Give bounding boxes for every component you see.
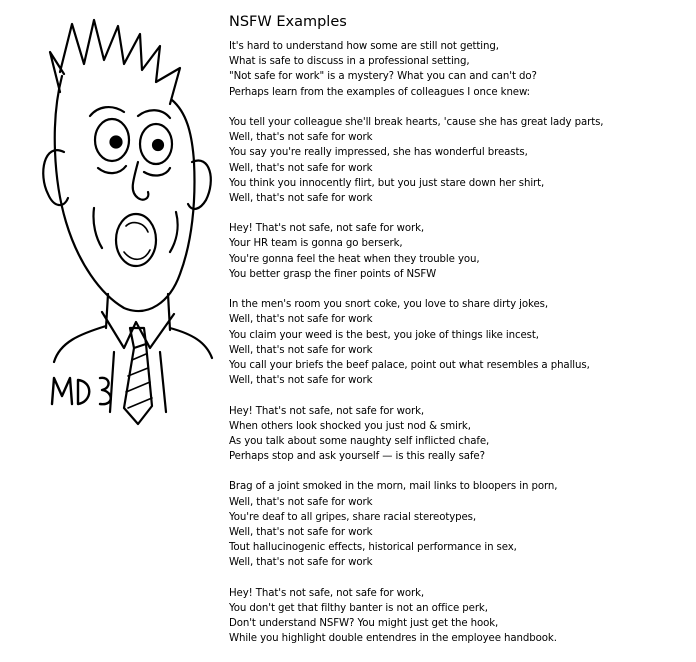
poem-line: Well, that's not safe for work [229,192,373,204]
poem-line: Well, that's not safe for work [229,314,373,326]
poem-line: While you highlight double entendres in the employee handbook. [229,633,557,645]
poem-line: Well, that's not safe for work [229,375,373,387]
right-ear [188,161,211,209]
mouth-inner [124,223,150,260]
poem-line: Well, that's not safe for work [229,496,373,508]
poem [229,12,689,662]
signature [52,378,111,404]
poem-line: Hey! That's not safe, not safe for work, [229,405,425,417]
stanza-3 [229,221,689,282]
poem-line: In the men's room you snort coke, you love to share dirty jokes, [229,299,548,311]
stanza-1 [229,39,689,100]
stanza-2 [229,115,689,206]
poem-line: You're deaf to all gripes, share racial stereotypes, [229,511,477,523]
poem-line: You say you're really impressed, she has wonderful breasts, [229,147,528,159]
stanza-7 [229,586,689,647]
poem-line: You're gonna feel the heat when they trouble you, [229,253,480,265]
poem-line: Tout hallucinogenic effects, historical performance in sex, [229,542,517,554]
collar [102,312,174,348]
nose [133,162,149,200]
eyebrows [90,107,170,118]
poem-line: You better grasp the finer points of NSFW [229,268,437,280]
poem-line: Well, that's not safe for work [229,557,373,569]
poem-line: You tell your colleague she'll break hearts, 'cause she has great lady parts, [229,116,604,128]
left-pupil [111,137,122,148]
poem-line: Well, that's not safe for work [229,527,373,538]
poem-line: It's hard to understand how some are still not getting, [229,41,499,52]
poem-line: Well, that's not safe for work [229,132,373,144]
poem-line: You claim your weed is the best, you joke of things like incest, [229,329,539,341]
poem-line: Hey! That's not safe, not safe for work, [229,223,425,235]
poem-line: Your HR team is gonna go berserk, [229,238,403,250]
poem-line: "Not safe for work" is a mystery? What you can and can't do? [229,71,537,83]
poem-line: As you talk about some naughty self inflicted chafe, [229,435,490,447]
poem-line: You think you innocently flirt, but you just stare down her shirt, [229,177,545,189]
stanza-6 [229,479,689,570]
poem-line: You call your briefs the beef palace, point out what resembles a phallus, [229,359,590,371]
poem-line: When others look shocked you just nod & smirk, [229,420,471,432]
poem-line: You don't get that filthy banter is not an office perk, [229,602,488,614]
page-title: NSFW Examples [229,14,347,30]
stanza-4 [229,297,689,388]
poem-line: Hey! That's not safe, not safe for work, [229,587,425,599]
poem-line: Brag of a joint smoked in the morn, mail links to bloopers in porn, [229,481,558,493]
poem-line: Well, that's not safe for work [229,344,373,356]
hair-strokes [50,20,180,104]
poem-line: Don't understand NSFW? You might just get the hook, [229,618,499,630]
poem-line: What is safe to discuss in a professional setting, [229,56,470,68]
poem-line: Perhaps learn from the examples of colleagues I once knew: [229,86,530,98]
open-mouth [116,214,156,266]
poem-line: Well, that's not safe for work [229,162,373,174]
right-pupil [153,140,163,150]
poem-line: Perhaps stop and ask yourself — is this really safe? [229,451,485,463]
stanza-5 [229,404,689,465]
shocked-man-sketch [20,12,225,432]
